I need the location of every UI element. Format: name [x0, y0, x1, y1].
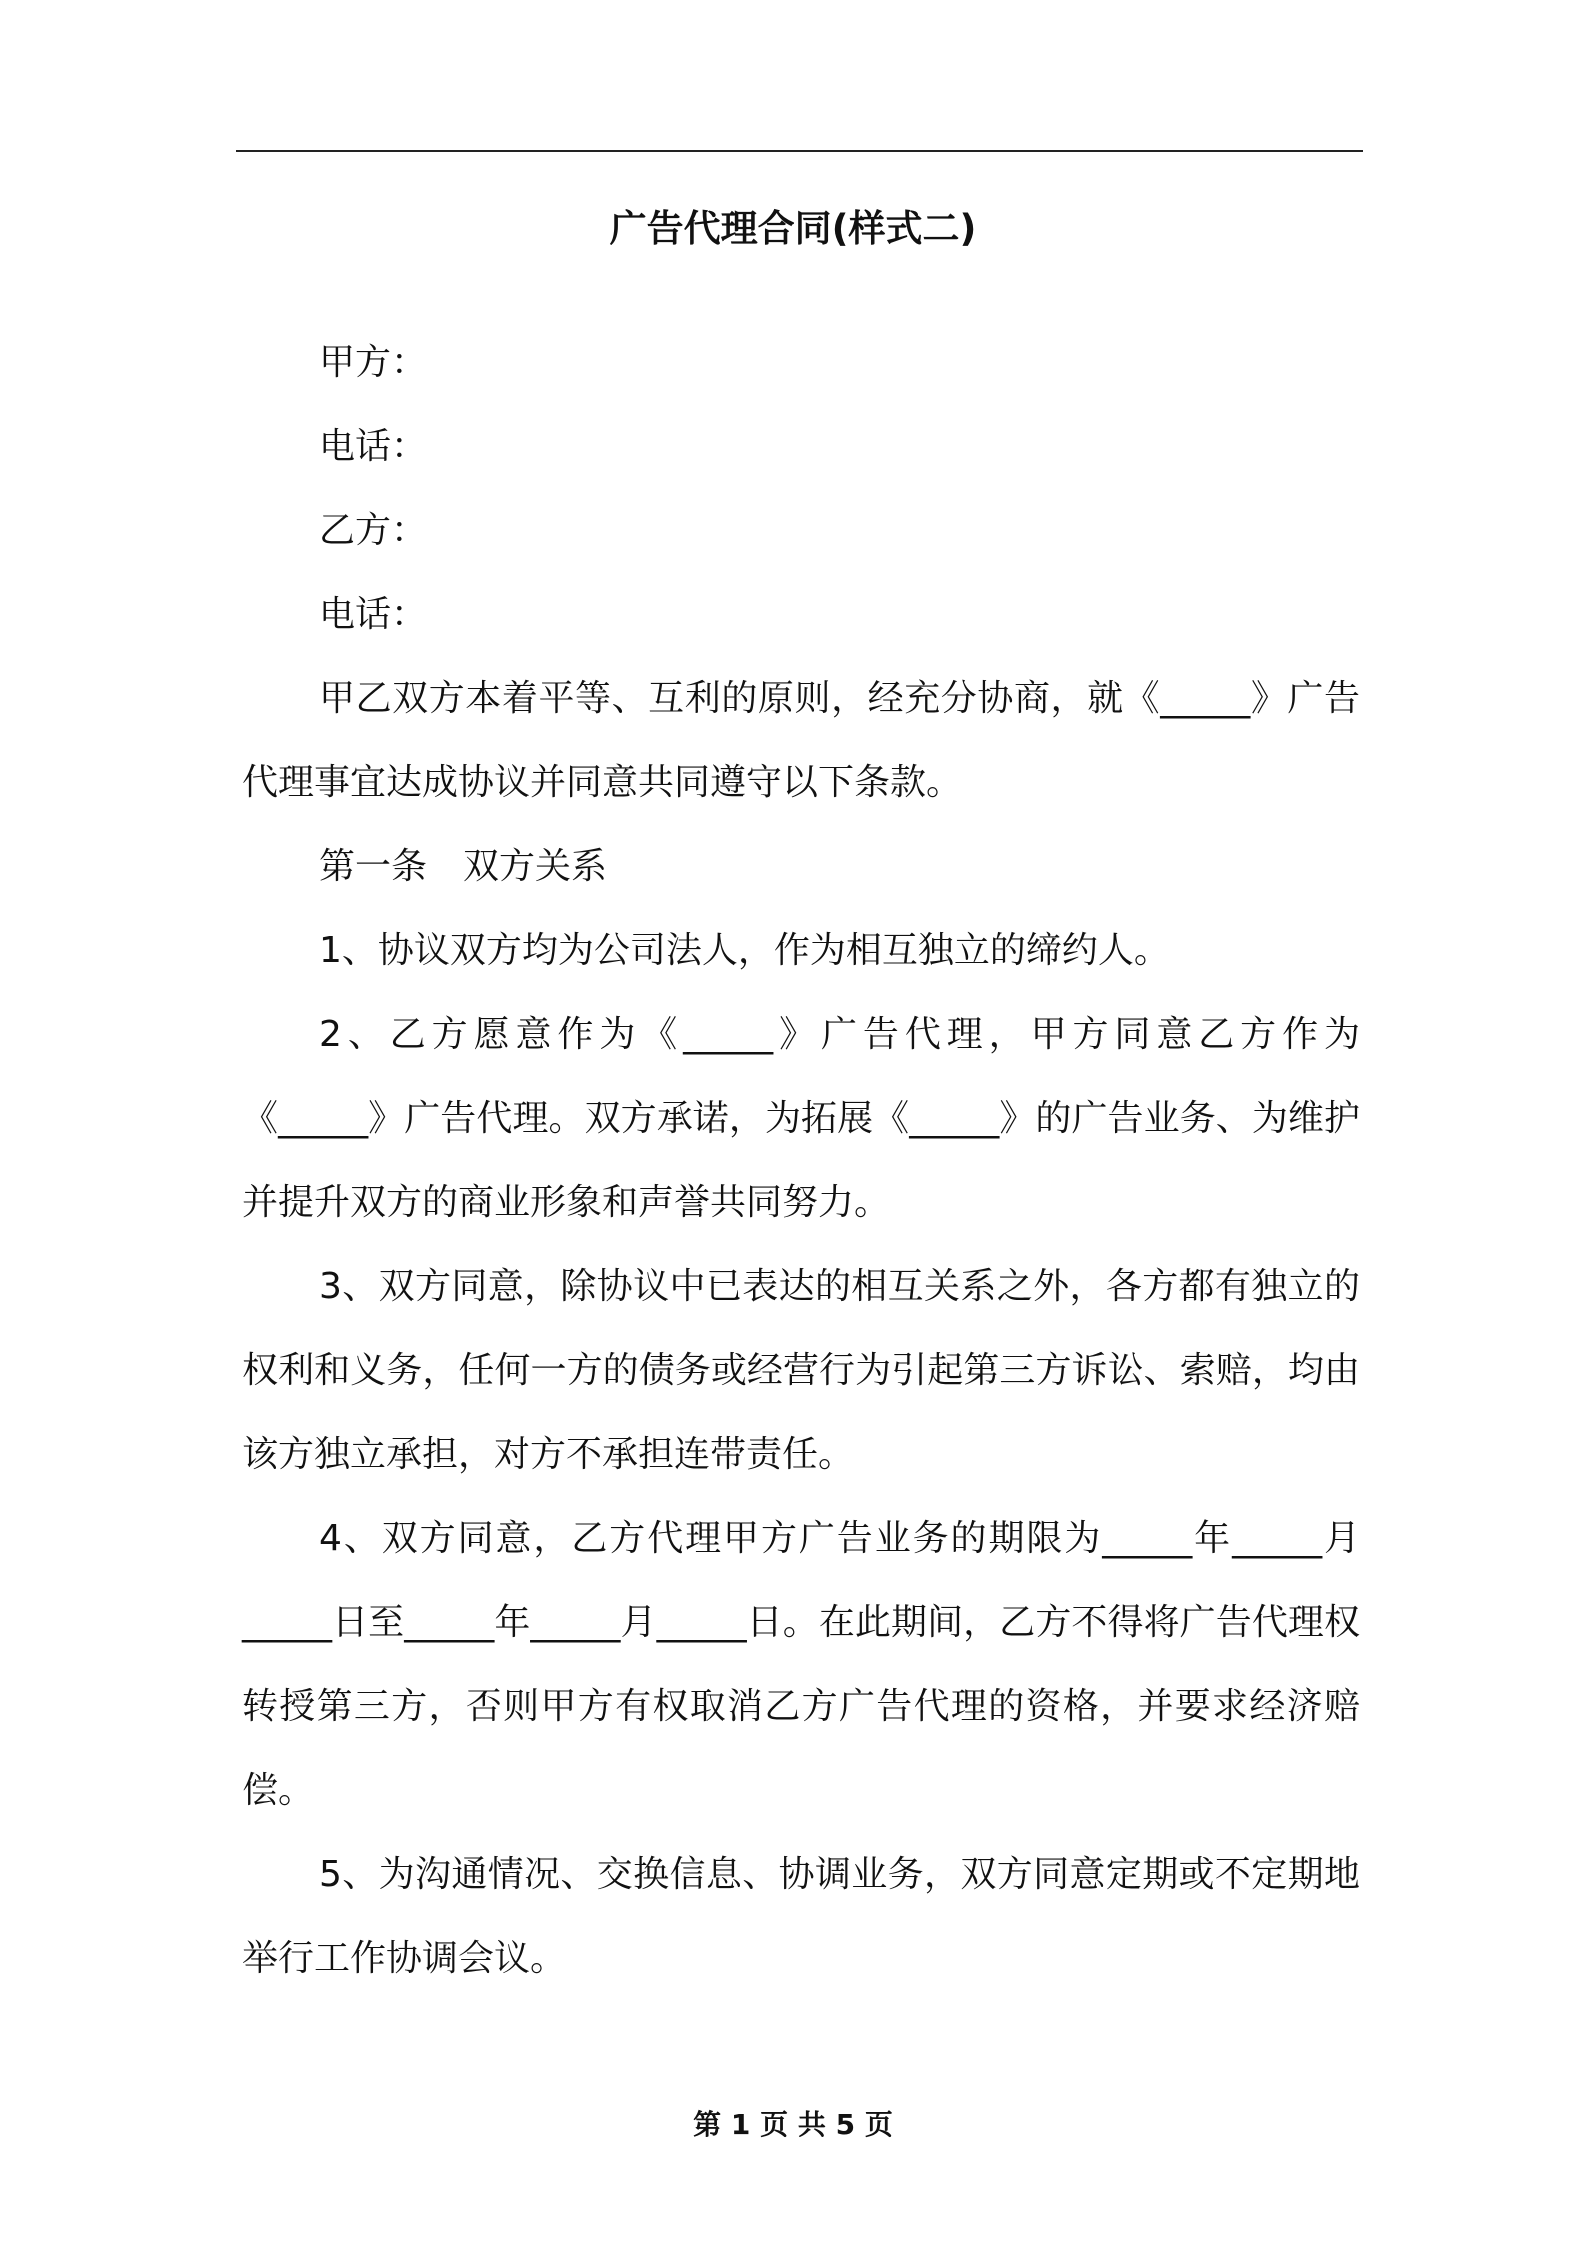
party-b-label: 乙方：	[319, 510, 428, 551]
document-title: 广告代理合同(样式二)	[609, 207, 977, 250]
clause-3: 3、双方同意，除协议中已表达的相互关系之外，各方都有独立的权利和义务，任何一方的债务或经营行为引起第三方诉讼、索赔，均由该方独立承担，对方不承担连带责任。	[242, 1266, 1360, 1475]
clause-4: 4、双方同意，乙方代理甲方广告业务的期限为_____年_____月_____日至_____年_____月_____日。在此期间，乙方不得将广告代理权转授第三方，否则甲方有权取消乙方广告代理的资格，并要求经济赔偿。	[242, 1518, 1360, 1811]
article-1-heading: 第一条 双方关系	[319, 846, 608, 887]
header-rule	[236, 150, 1363, 152]
page-footer: 第 1 页 共 5 页	[693, 2108, 893, 2141]
phone-a-label: 电话：	[319, 426, 428, 467]
document-body	[242, 321, 1360, 2001]
party-a-label: 甲方：	[319, 342, 428, 383]
clause-1: 1、协议双方均为公司法人，作为相互独立的缔约人。	[319, 930, 1170, 971]
clause-5: 5、为沟通情况、交换信息、协调业务，双方同意定期或不定期地举行工作协调会议。	[242, 1854, 1360, 1979]
clause-2: 2、乙方愿意作为《_____》广告代理，甲方同意乙方作为《_____》广告代理。双方承诺，为拓展《_____》的广告业务、为维护并提升双方的商业形象和声誉共同努力。	[242, 1014, 1360, 1223]
preamble-paragraph: 甲乙双方本着平等、互利的原则，经充分协商，就《_____》广告代理事宜达成协议并同意共同遵守以下条款。	[242, 678, 1360, 803]
phone-b-label: 电话：	[319, 594, 428, 635]
